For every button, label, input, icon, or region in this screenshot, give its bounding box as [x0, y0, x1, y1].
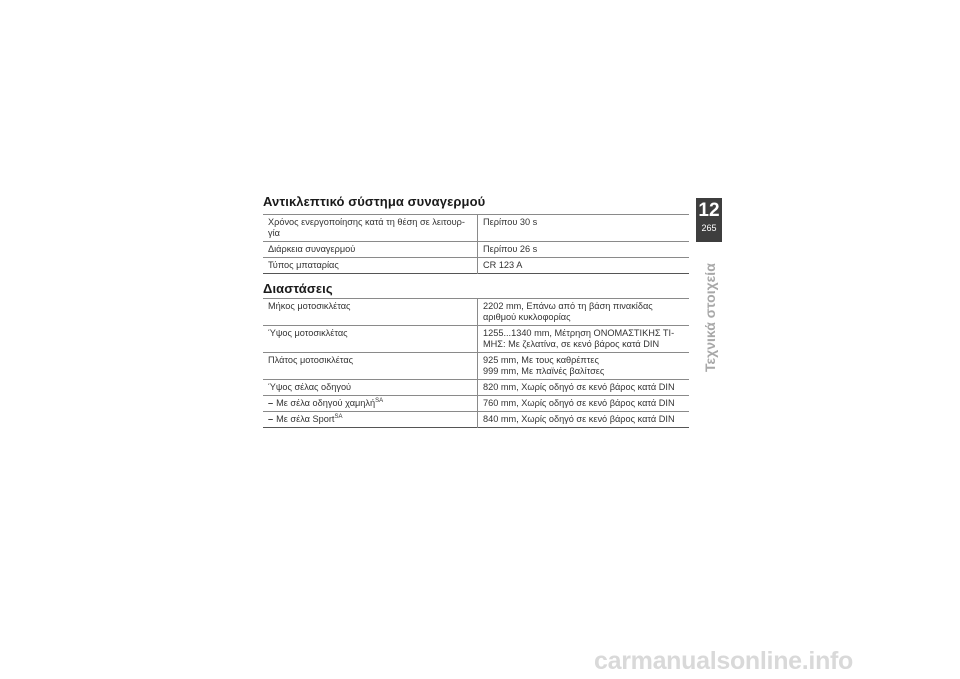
- table-row: [263, 326, 689, 353]
- row-label: Πλάτος μοτοσικλέτας: [268, 355, 354, 365]
- table-row: [263, 242, 689, 258]
- row-label: Ύψος σέλας οδηγού: [268, 382, 352, 392]
- dash-bullet: –: [268, 414, 274, 424]
- table-row: [263, 258, 689, 274]
- row-label-text: Με σέλα Sport: [276, 414, 335, 424]
- row-value: 2202 mm, Επάνω από τη βάση πινακίδας αριθμού κυκλοφορίας: [478, 299, 690, 326]
- table-row: [263, 299, 689, 326]
- row-value: 840 mm, Χωρίς οδηγό σε κενό βάρος κατά DIN: [478, 412, 690, 428]
- table-row: [263, 396, 689, 412]
- row-value: [478, 353, 690, 380]
- chapter-number: 12: [698, 200, 720, 221]
- chapter-side-label: Τεχνικά στοιχεία: [702, 263, 718, 372]
- table-row: [263, 353, 689, 380]
- row-value: 1255...1340 mm, Μέτρηση ΟΝΟΜΑΣΤΙΚΗΣ ΤΙ-ΜΗΣ: Με ζελατίνα, σε κενό βάρος κατά DIN: [478, 326, 690, 353]
- row-label: Χρόνος ενεργοποίησης κατά τη θέση σε λειτουρ-γία: [268, 217, 465, 238]
- row-label: Διάρκεια συναγερμού: [268, 244, 356, 254]
- sa-superscript: SA: [334, 413, 343, 420]
- value-line: 999 mm, Με πλαϊνές βαλίτσες: [483, 366, 605, 376]
- row-value: 760 mm, Χωρίς οδηγό σε κενό βάρος κατά DIN: [478, 396, 690, 412]
- section-title-alarm: Αντικλεπτικό σύστημα συναγερμού: [263, 194, 486, 209]
- row-value: 820 mm, Χωρίς οδηγό σε κενό βάρος κατά DIN: [478, 380, 690, 396]
- alarm-spec-table: [263, 214, 689, 274]
- dash-bullet: –: [268, 398, 274, 408]
- dimensions-spec-table: [263, 298, 689, 428]
- table-row: [263, 215, 689, 242]
- page-number: 265: [701, 223, 717, 233]
- row-label: Ύψος μοτοσικλέτας: [268, 328, 348, 338]
- chapter-tab: [696, 198, 722, 242]
- row-value: Περίπου 30 s: [478, 215, 690, 242]
- table-row: [263, 380, 689, 396]
- section-title-dimensions: Διαστάσεις: [263, 281, 333, 296]
- row-label: [263, 412, 478, 428]
- row-label: Μήκος μοτοσικλέτας: [268, 301, 351, 311]
- row-value: CR 123 A: [478, 258, 690, 274]
- watermark: carmanualsonline.info: [594, 647, 854, 675]
- row-label-text: Με σέλα οδηγού χαμηλή: [276, 398, 376, 408]
- value-line: 925 mm, Με τους καθρέπτες: [483, 355, 599, 365]
- sa-superscript: SA: [375, 397, 384, 404]
- table-row: [263, 412, 689, 428]
- row-label: [263, 396, 478, 412]
- row-label: Τύπος μπαταρίας: [268, 260, 339, 270]
- row-value: Περίπου 26 s: [478, 242, 690, 258]
